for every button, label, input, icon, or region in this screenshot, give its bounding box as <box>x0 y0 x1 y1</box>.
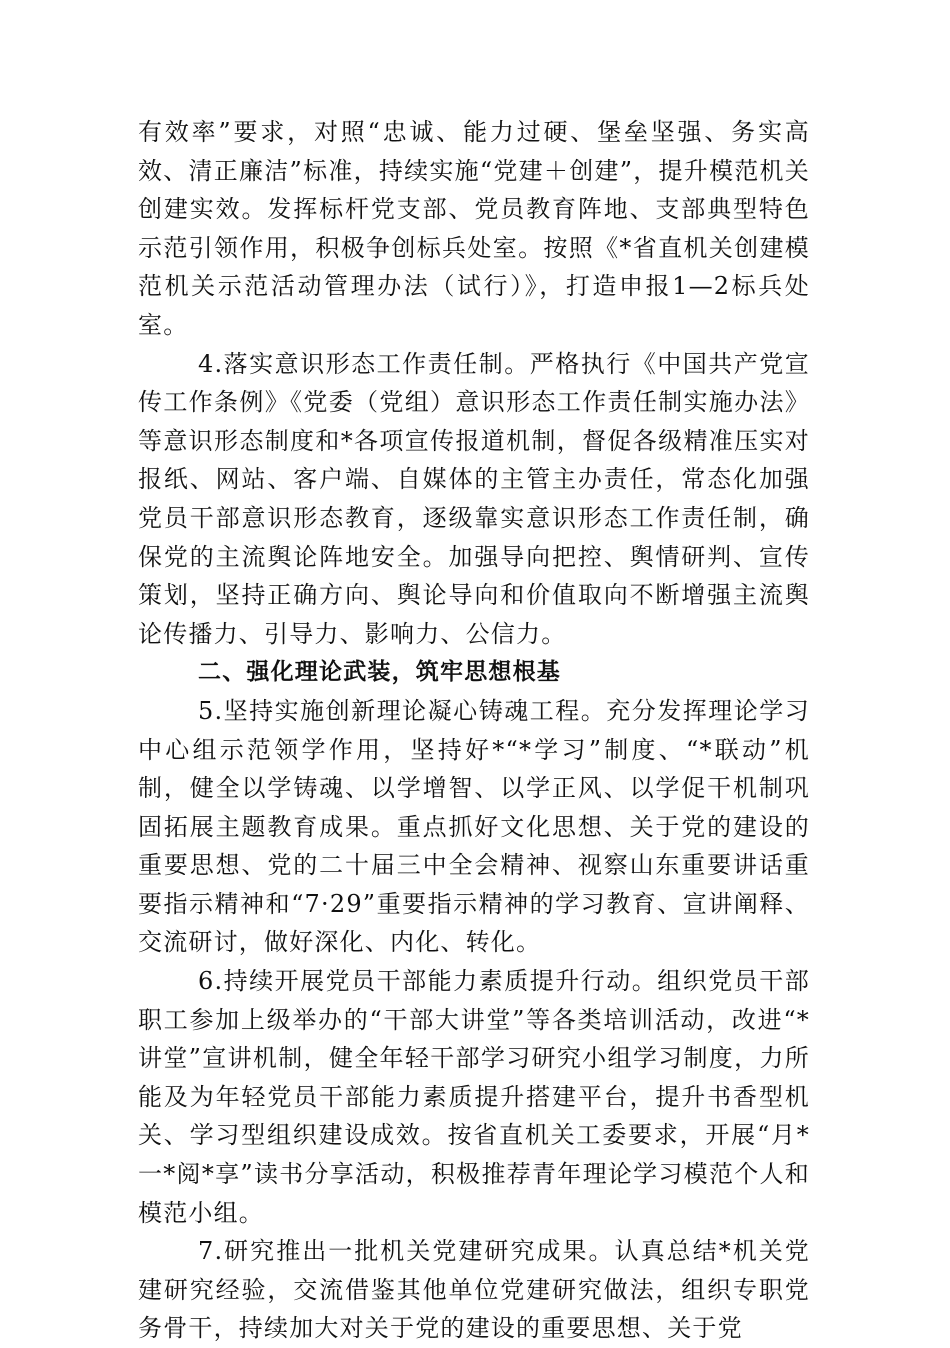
document-page <box>138 113 810 1348</box>
paragraph-item-7: 7.研究推出一批机关党建研究成果。认真总结*机关党建研究经验，交流借鉴其他单位党建研究做法，组织专职党务骨干，持续加大对关于党的建设的重要思想、关于党 <box>138 1237 810 1343</box>
paragraph-item-4: 4.落实意识形态工作责任制。严格执行《中国共产党宣传工作条例》《党委（党组）意识形态工作责任制实施办法》等意识形态制度和*各项宣传报道机制，督促各级精准压实对报纸、网站、客户端、自媒体的主管主办责任，常态化加强党员干部意识形态教育，逐级靠实意识形态工作责任制，确保党的主流舆论阵地安全。加强导向把控、舆情研判、宣传策划，坚持正确方向、舆论导向和价值取向不断增强主流舆论传播力、引导力、影响力、公信力。 <box>138 349 810 648</box>
paragraph-item-5: 5.坚持实施创新理论凝心铸魂工程。充分发挥理论学习中心组示范领学作用，坚持好*“*学习”制度、“*联动”机制，健全以学铸魂、以学增智、以学正风、以学促干机制巩固拓展主题教育成果。重点抓好文化思想、关于党的建设的重要思想、党的二十届三中全会精神、视察山东重要讲话重要指示精神和“7·29”重要指示精神的学习教育、宣讲阐释、交流研讨，做好深化、内化、转化。 <box>138 696 810 957</box>
paragraph-continued: 有效率”要求，对照“忠诚、能力过硬、堡垒坚强、务实高效、清正廉洁”标准，持续实施“党建＋创建”，提升模范机关创建实效。发挥标杆党支部、党员教育阵地、支部典型特色示范引领作用，积极争创标兵处室。按照《*省直机关创建模范机关示范活动管理办法（试行）》，打造申报1—2标兵处室。 <box>138 118 810 339</box>
paragraph-item-6: 6.持续开展党员干部能力素质提升行动。组织党员干部职工参加上级举办的“干部大讲堂”等各类培训活动，改进“*讲堂”宣讲机制，健全年轻干部学习研究小组学习制度，力所能及为年轻党员干部能力素质提升搭建平台，提升书香型机关、学习型组织建设成效。按省直机关工委要求，开展“月*一*阅*享”读书分享活动，积极推荐青年理论学习模范个人和模范小组。 <box>138 967 810 1227</box>
section-heading-2: 二、强化理论武装，筑牢思想根基 <box>198 659 561 686</box>
